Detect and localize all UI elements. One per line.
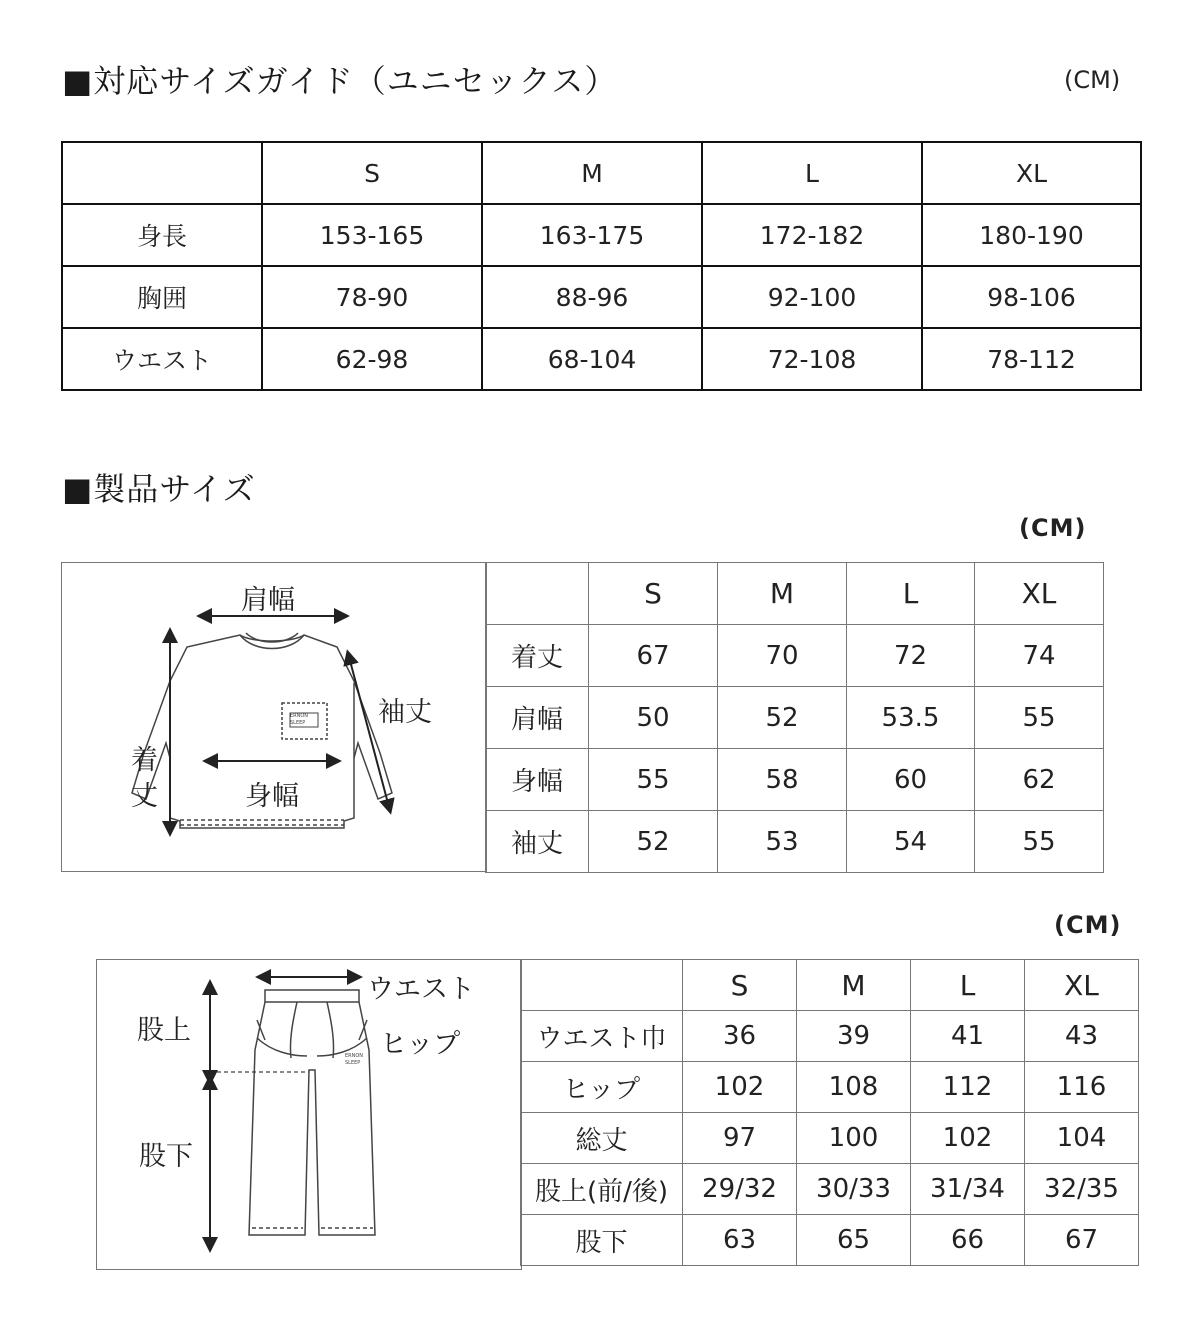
header-cell: M bbox=[718, 563, 847, 625]
table-cell: 50 bbox=[589, 687, 718, 749]
logo-text: ERNON bbox=[290, 713, 309, 719]
row-label: 股上(前/後) bbox=[521, 1164, 683, 1215]
pants-size-table bbox=[520, 959, 1139, 1266]
top-unit: (CM) bbox=[1019, 514, 1087, 542]
header-cell: XL bbox=[922, 142, 1141, 204]
row-label: 股下 bbox=[521, 1215, 683, 1266]
table-cell: 180-190 bbox=[922, 204, 1141, 266]
length-label-top: 着 bbox=[131, 745, 158, 776]
header-cell: XL bbox=[1025, 960, 1139, 1011]
header-cell: L bbox=[847, 563, 975, 625]
table-cell: 52 bbox=[589, 811, 718, 873]
header-cell: M bbox=[482, 142, 702, 204]
table-cell: 55 bbox=[589, 749, 718, 811]
table-cell: 112 bbox=[911, 1062, 1025, 1113]
table-header-row bbox=[62, 142, 1141, 204]
table-cell: 100 bbox=[797, 1113, 911, 1164]
table-cell: 58 bbox=[718, 749, 847, 811]
hip-label: ヒップ bbox=[380, 1029, 461, 1060]
sleeve-length-label: 袖丈 bbox=[378, 697, 432, 728]
table-cell: 102 bbox=[911, 1113, 1025, 1164]
product-size-title: ■製品サイズ bbox=[62, 470, 256, 508]
table-row bbox=[521, 1215, 1139, 1266]
table-cell: 68-104 bbox=[482, 328, 702, 390]
table-cell: 102 bbox=[683, 1062, 797, 1113]
table-cell: 55 bbox=[975, 811, 1104, 873]
table-cell: 30/33 bbox=[797, 1164, 911, 1215]
table-cell: 62-98 bbox=[262, 328, 482, 390]
size-guide-title: ■対応サイズガイド（ユニセックス） bbox=[62, 62, 618, 100]
row-label: 総丈 bbox=[521, 1113, 683, 1164]
header-cell: XL bbox=[975, 563, 1104, 625]
logo-text: ERNON bbox=[345, 1053, 364, 1059]
table-cell: 65 bbox=[797, 1215, 911, 1266]
row-label: 胸囲 bbox=[62, 266, 262, 328]
header-cell: L bbox=[911, 960, 1025, 1011]
table-cell: 163-175 bbox=[482, 204, 702, 266]
table-row bbox=[486, 625, 1104, 687]
table-cell: 153-165 bbox=[262, 204, 482, 266]
body-width-label: 身幅 bbox=[245, 781, 299, 812]
table-row bbox=[62, 266, 1141, 328]
logo-text: SLEEP bbox=[345, 1060, 361, 1066]
table-cell: 78-112 bbox=[922, 328, 1141, 390]
size-guide-table bbox=[61, 141, 1142, 391]
header-cell: S bbox=[589, 563, 718, 625]
table-row bbox=[62, 328, 1141, 390]
table-row bbox=[521, 1113, 1139, 1164]
table-cell: 54 bbox=[847, 811, 975, 873]
header-cell: L bbox=[702, 142, 922, 204]
table-cell: 66 bbox=[911, 1215, 1025, 1266]
rise-label: 股上 bbox=[137, 1015, 191, 1046]
table-row bbox=[486, 749, 1104, 811]
inseam-label: 股下 bbox=[139, 1141, 193, 1172]
table-cell: 53 bbox=[718, 811, 847, 873]
table-cell: 29/32 bbox=[683, 1164, 797, 1215]
table-header-row bbox=[486, 563, 1104, 625]
header-cell: S bbox=[683, 960, 797, 1011]
table-cell: 116 bbox=[1025, 1062, 1139, 1113]
table-cell: 36 bbox=[683, 1011, 797, 1062]
table-cell: 31/34 bbox=[911, 1164, 1025, 1215]
table-cell: 172-182 bbox=[702, 204, 922, 266]
row-label: ウエスト巾 bbox=[521, 1011, 683, 1062]
table-row bbox=[62, 204, 1141, 266]
table-row bbox=[521, 1062, 1139, 1113]
table-cell: 41 bbox=[911, 1011, 1025, 1062]
row-label: ヒップ bbox=[521, 1062, 683, 1113]
row-label: 身長 bbox=[62, 204, 262, 266]
table-cell: 39 bbox=[797, 1011, 911, 1062]
row-label: 着丈 bbox=[486, 625, 589, 687]
table-cell: 97 bbox=[683, 1113, 797, 1164]
logo-text: SLEEP bbox=[290, 720, 306, 726]
table-cell: 32/35 bbox=[1025, 1164, 1139, 1215]
row-label: 肩幅 bbox=[486, 687, 589, 749]
pants-diagram bbox=[97, 960, 520, 1268]
table-cell: 43 bbox=[1025, 1011, 1139, 1062]
header-cell: M bbox=[797, 960, 911, 1011]
shoulder-width-label: 肩幅 bbox=[241, 585, 295, 616]
row-label: 身幅 bbox=[486, 749, 589, 811]
table-cell: 108 bbox=[797, 1062, 911, 1113]
table-cell: 88-96 bbox=[482, 266, 702, 328]
header-cell: S bbox=[262, 142, 482, 204]
header-cell bbox=[521, 960, 683, 1011]
table-cell: 63 bbox=[683, 1215, 797, 1266]
row-label: 袖丈 bbox=[486, 811, 589, 873]
waist-label: ウエスト bbox=[367, 974, 475, 1005]
pants-unit: (CM) bbox=[1054, 911, 1122, 939]
table-cell: 72 bbox=[847, 625, 975, 687]
table-cell: 62 bbox=[975, 749, 1104, 811]
table-row bbox=[486, 811, 1104, 873]
table-row bbox=[486, 687, 1104, 749]
table-cell: 60 bbox=[847, 749, 975, 811]
table-cell: 55 bbox=[975, 687, 1104, 749]
table-header-row bbox=[521, 960, 1139, 1011]
table-cell: 92-100 bbox=[702, 266, 922, 328]
table-cell: 53.5 bbox=[847, 687, 975, 749]
table-cell: 104 bbox=[1025, 1113, 1139, 1164]
table-cell: 67 bbox=[1025, 1215, 1139, 1266]
row-label: ウエスト bbox=[62, 328, 262, 390]
table-cell: 74 bbox=[975, 625, 1104, 687]
table-cell: 52 bbox=[718, 687, 847, 749]
header-cell bbox=[62, 142, 262, 204]
table-row bbox=[521, 1164, 1139, 1215]
table-row bbox=[521, 1011, 1139, 1062]
table-cell: 72-108 bbox=[702, 328, 922, 390]
header-cell bbox=[486, 563, 589, 625]
table-cell: 98-106 bbox=[922, 266, 1141, 328]
length-label-bottom: 丈 bbox=[131, 781, 158, 812]
size-guide-unit: (CM) bbox=[1064, 66, 1121, 94]
table-cell: 67 bbox=[589, 625, 718, 687]
table-cell: 78-90 bbox=[262, 266, 482, 328]
table-cell: 70 bbox=[718, 625, 847, 687]
top-size-table bbox=[485, 562, 1104, 873]
